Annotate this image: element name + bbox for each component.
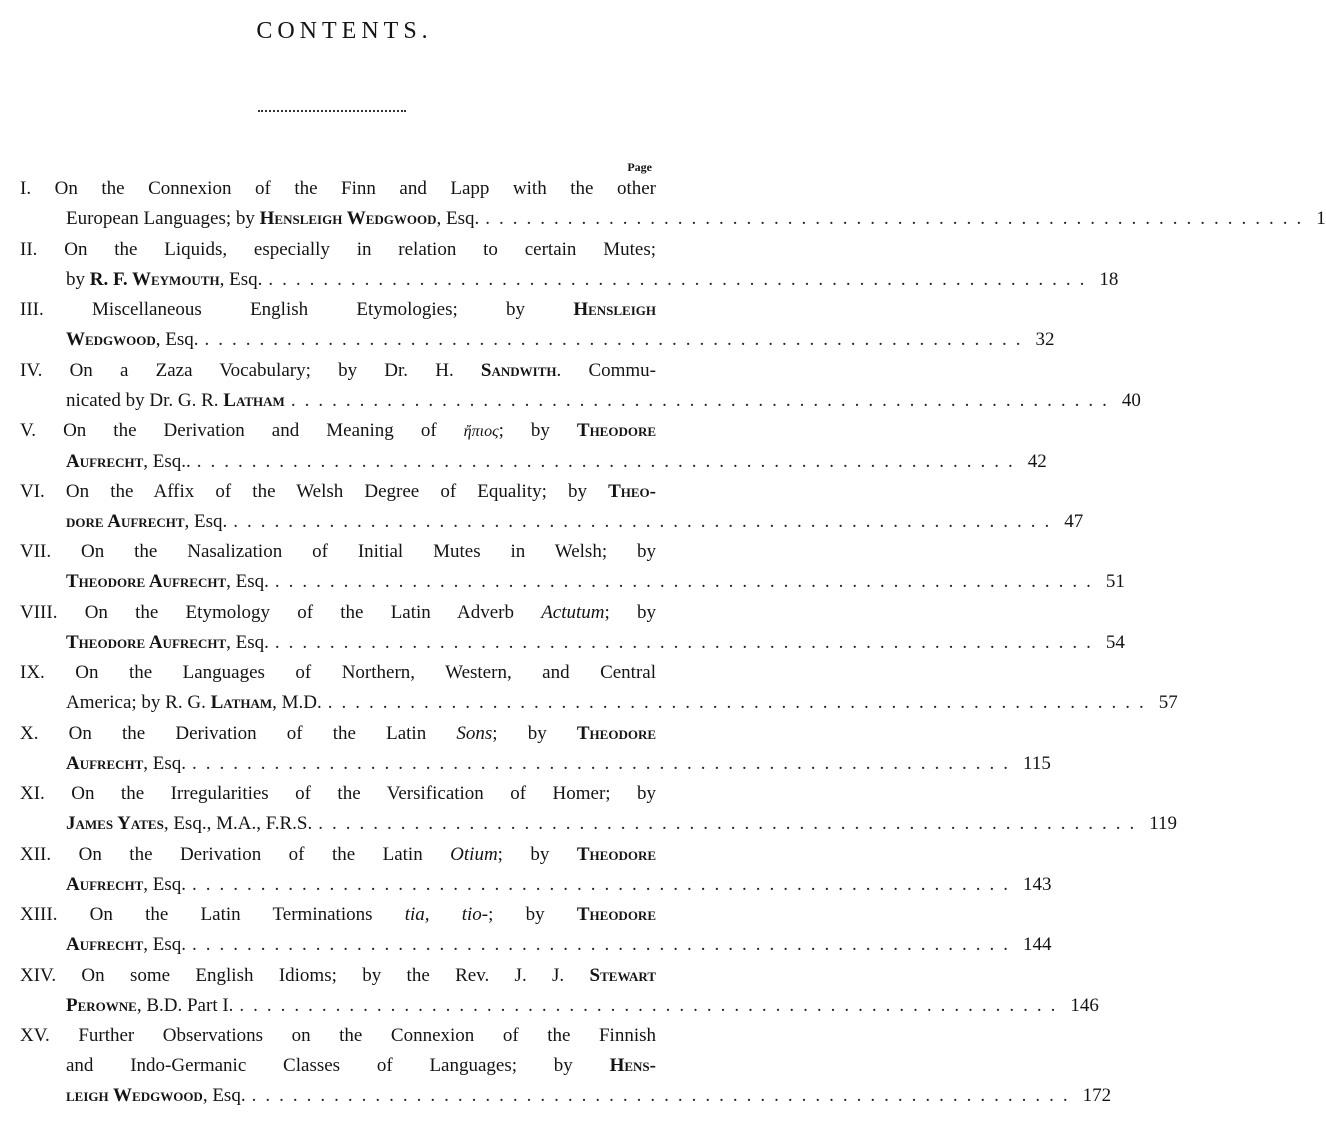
entry-number: XI. bbox=[20, 783, 45, 804]
entry-line-2 bbox=[66, 809, 1178, 839]
entry-number: VI. bbox=[20, 480, 45, 502]
entry-number: V. bbox=[20, 420, 37, 441]
italic-term: Actutum bbox=[541, 601, 605, 623]
toc-entry-12 bbox=[20, 840, 1052, 901]
page-number: 115 bbox=[1023, 752, 1051, 774]
author-name: Hensleigh bbox=[573, 299, 657, 320]
entry-line-1 bbox=[20, 961, 656, 991]
italic-term: tia, tio- bbox=[404, 904, 489, 925]
entry-title: On a Zaza Vocabulary; by Dr. H. bbox=[69, 359, 481, 381]
author-name: R. F. Weymouth bbox=[89, 268, 220, 290]
entry-line-1 bbox=[20, 477, 656, 507]
entry-title: On the Latin Terminations bbox=[89, 904, 405, 925]
entry-title: Further Observations on the Connexion of the Finnish bbox=[78, 1025, 657, 1046]
dot-leader: ............................................................ bbox=[204, 329, 1030, 350]
page-number: 144 bbox=[1023, 934, 1052, 955]
entry-title-tail: ; by bbox=[497, 843, 577, 865]
toc-entry-9 bbox=[20, 658, 1178, 719]
dot-leader: ............................................................ bbox=[192, 752, 1018, 774]
entry-title-tail: . Commu- bbox=[556, 359, 656, 381]
entry-title: On the Nasalization of Initial Mutes in Welsh; by bbox=[81, 541, 656, 562]
dot-leader: ............................................................ bbox=[318, 813, 1144, 834]
toc-entry-1 bbox=[20, 174, 1326, 235]
page-number: 42 bbox=[1027, 451, 1047, 472]
dot-leader: ............................................................ bbox=[233, 510, 1059, 532]
page-number: 54 bbox=[1105, 631, 1125, 653]
entry-line-2 bbox=[66, 930, 1052, 960]
entry-title-cont: and Indo-Germanic Classes of Languages; by bbox=[66, 1055, 610, 1076]
page-number: 40 bbox=[1121, 389, 1141, 411]
toc-entry-10 bbox=[20, 719, 1051, 780]
author-suffix: , Esq. bbox=[219, 268, 263, 290]
table-of-contents bbox=[20, 174, 1326, 1111]
dot-leader: ............................................................ bbox=[192, 934, 1018, 955]
dot-leader: ............................................................ bbox=[485, 208, 1311, 229]
dot-leader: ............................................................ bbox=[290, 389, 1116, 411]
toc-entry-7 bbox=[20, 537, 1125, 598]
entry-line-1 bbox=[20, 174, 656, 204]
author-name: James Yates bbox=[66, 813, 164, 834]
entry-title: On the Languages of Northern, Western, and Central bbox=[75, 662, 656, 683]
author-name-cont: Latham bbox=[223, 389, 285, 411]
toc-entry-11 bbox=[20, 779, 1178, 840]
author-name-cont: dore Aufrecht bbox=[66, 510, 185, 532]
toc-entry-5 bbox=[20, 416, 1047, 477]
entry-line-2 bbox=[66, 991, 1099, 1021]
author-name-cont: Perowne bbox=[66, 994, 137, 1016]
author-suffix: , Esq.. bbox=[143, 451, 191, 472]
author-name-cont: Aufrecht bbox=[66, 752, 144, 774]
greek-word: ἤπιος bbox=[463, 423, 499, 440]
toc-entry-8 bbox=[20, 598, 1125, 659]
author-name: Latham bbox=[210, 692, 273, 713]
entry-line-1 bbox=[20, 779, 656, 809]
author-suffix: , Esq. bbox=[436, 208, 480, 229]
author-name: Theodore bbox=[576, 420, 657, 441]
entry-title: On the Etymology of the Latin Adverb bbox=[84, 601, 542, 623]
author-suffix: , Esq., M.A., F.R.S. bbox=[163, 813, 313, 834]
author-suffix: , Esq. bbox=[202, 1085, 246, 1106]
author-suffix: , Esq. bbox=[143, 752, 187, 774]
italic-term: Sons bbox=[456, 722, 493, 744]
entry-title-cont: nicated by Dr. G. R. bbox=[66, 389, 224, 411]
author-name-cont: Aufrecht bbox=[66, 873, 144, 895]
dot-leader: ............................................................ bbox=[239, 994, 1065, 1016]
entry-number: XII. bbox=[20, 843, 52, 865]
entry-number: XIV. bbox=[20, 964, 57, 986]
author-name: Theodore bbox=[576, 843, 657, 865]
author-name-cont: leigh Wedgwood bbox=[66, 1085, 203, 1106]
entry-line-2 bbox=[66, 749, 1051, 779]
entry-line-1 bbox=[20, 1021, 656, 1051]
author-suffix: , B.D. Part I. bbox=[136, 994, 234, 1016]
entry-title-cont: by bbox=[66, 268, 90, 290]
entry-number: XIII. bbox=[20, 904, 58, 925]
author-suffix: , M.D. bbox=[272, 692, 322, 713]
toc-entry-6 bbox=[20, 477, 1084, 538]
author-name: Hens- bbox=[609, 1055, 656, 1076]
page-number: 32 bbox=[1035, 329, 1055, 350]
entry-title: On the Connexion of the Finn and Lapp with the other bbox=[54, 178, 656, 199]
entry-line-1 bbox=[20, 719, 656, 749]
entry-line-2 bbox=[66, 688, 1178, 718]
author-name: Stewart bbox=[589, 964, 656, 986]
page-number: 57 bbox=[1158, 692, 1178, 713]
author-suffix: , Esq. bbox=[184, 510, 228, 532]
author-name: Theodore Aufrecht bbox=[66, 571, 227, 592]
author-suffix: , Esq. bbox=[143, 873, 187, 895]
entry-title: On some English Idioms; by the Rev. J. J. bbox=[81, 964, 590, 986]
page-number: 18 bbox=[1099, 268, 1119, 290]
entry-title: On the Derivation of the Latin bbox=[78, 843, 451, 865]
entry-number: IX. bbox=[20, 662, 45, 683]
dot-leader: ............................................................ bbox=[268, 268, 1094, 290]
entry-line-2 bbox=[66, 386, 1141, 416]
entry-line-2 bbox=[66, 325, 1055, 355]
entry-line-2 bbox=[66, 1051, 656, 1081]
author-name-cont: Aufrecht bbox=[66, 451, 144, 472]
toc-entry-3 bbox=[20, 295, 1055, 356]
entry-line-1 bbox=[20, 416, 656, 447]
dot-leader: ............................................................ bbox=[251, 1085, 1077, 1106]
entry-title: Miscellaneous English Etymologies; by bbox=[92, 299, 574, 320]
author-name-cont: Wedgwood bbox=[66, 329, 156, 350]
author-name: Theodore bbox=[576, 722, 657, 744]
entry-line-1 bbox=[20, 840, 656, 870]
entry-line-2 bbox=[66, 870, 1052, 900]
author-name: Theo- bbox=[608, 480, 656, 502]
italic-term: Otium bbox=[450, 843, 498, 865]
dot-leader: ............................................................ bbox=[274, 631, 1100, 653]
toc-entry-4 bbox=[20, 356, 1141, 417]
entry-line-1 bbox=[20, 356, 656, 386]
entry-line-2 bbox=[66, 507, 1084, 537]
page-number: 51 bbox=[1105, 571, 1125, 592]
entry-title: On the Irregularities of the Versification of Homer; by bbox=[71, 783, 656, 804]
page-number: 172 bbox=[1082, 1085, 1112, 1106]
dot-leader: ............................................................ bbox=[327, 692, 1153, 713]
page-title: CONTENTS. bbox=[256, 18, 433, 44]
entry-title-tail: ; by bbox=[498, 420, 577, 441]
entry-line-1 bbox=[20, 598, 656, 628]
toc-entry-15 bbox=[20, 1021, 1112, 1111]
toc-entry-14 bbox=[20, 961, 1099, 1022]
entry-number: II. bbox=[20, 238, 38, 260]
author-suffix: , Esq. bbox=[155, 329, 199, 350]
author-suffix: , Esq. bbox=[226, 631, 269, 653]
entry-line-1 bbox=[20, 295, 656, 325]
author-suffix: , Esq. bbox=[143, 934, 187, 955]
entry-title: On the Affix of the Welsh Degree of Equality; by bbox=[65, 480, 609, 502]
entry-title-tail: ; by bbox=[488, 904, 577, 925]
entry-title-tail: ; by bbox=[492, 722, 577, 744]
entry-line-1 bbox=[20, 900, 656, 930]
entry-number: VII. bbox=[20, 541, 52, 562]
entry-number: IV. bbox=[20, 359, 43, 381]
entry-number: XV. bbox=[20, 1025, 50, 1046]
toc-entry-2 bbox=[20, 235, 1119, 296]
author-suffix: , Esq. bbox=[226, 571, 269, 592]
entry-title: On the Derivation of the Latin bbox=[68, 722, 457, 744]
entry-line-3 bbox=[66, 1081, 1112, 1111]
entry-line-1 bbox=[20, 235, 656, 265]
dot-leader: ............................................................ bbox=[196, 451, 1022, 472]
page-number: 146 bbox=[1070, 994, 1099, 1016]
entry-line-1 bbox=[20, 658, 656, 688]
author-name: Theodore Aufrecht bbox=[66, 631, 227, 653]
author-name: Hensleigh Wedgwood bbox=[259, 208, 437, 229]
entry-number: X. bbox=[20, 722, 39, 744]
entry-line-1 bbox=[20, 537, 656, 567]
dot-leader: ............................................................ bbox=[274, 571, 1100, 592]
page-number: 119 bbox=[1149, 813, 1178, 834]
entry-number: III. bbox=[20, 299, 44, 320]
page-number: 47 bbox=[1064, 510, 1084, 532]
entry-number: I. bbox=[20, 178, 32, 199]
page-column-header: Page bbox=[627, 160, 652, 174]
entry-line-2 bbox=[66, 628, 1125, 658]
entry-line-2 bbox=[66, 447, 1047, 477]
entry-line-2 bbox=[66, 265, 1119, 295]
entry-title-cont: European Languages; by bbox=[66, 208, 260, 229]
ornamental-rule bbox=[258, 110, 406, 112]
entry-title-cont: America; by R. G. bbox=[66, 692, 211, 713]
page-number: 1 bbox=[1316, 208, 1326, 229]
entry-title-tail: ; by bbox=[604, 601, 657, 623]
entry-title: On the Liquids, especially in relation to certain Mutes; bbox=[64, 238, 657, 260]
author-name: Theodore bbox=[576, 904, 656, 925]
entry-line-2 bbox=[66, 204, 1326, 234]
page-number: 143 bbox=[1023, 873, 1052, 895]
toc-entry-13 bbox=[20, 900, 1052, 961]
author-name: Sandwith bbox=[480, 359, 557, 381]
entry-number: VIII. bbox=[20, 601, 58, 623]
author-name-cont: Aufrecht bbox=[66, 934, 144, 955]
entry-title: On the Derivation and Meaning of bbox=[63, 420, 464, 441]
dot-leader: ............................................................ bbox=[192, 873, 1018, 895]
entry-line-2 bbox=[66, 567, 1125, 597]
